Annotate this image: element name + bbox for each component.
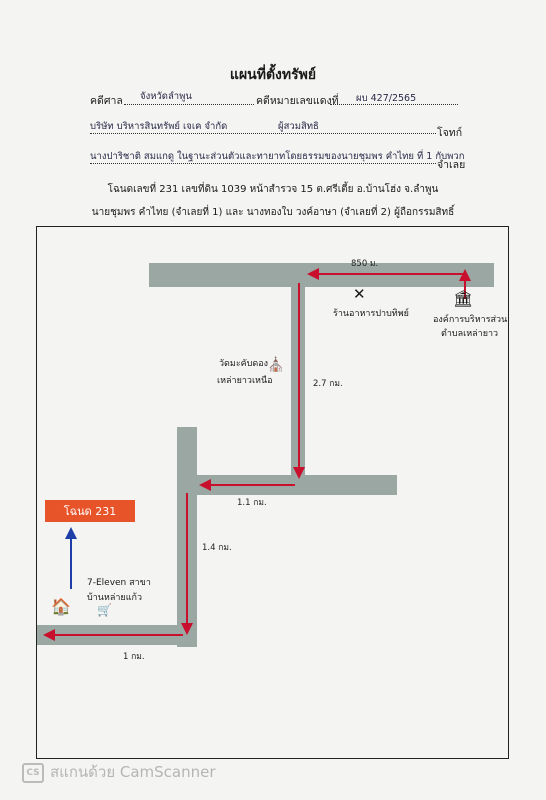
defendant-value: นางปาริชาติ สมแกดู ในฐานะส่วนตัวและทายาทโดยธรรมของนายชุมพร คำไทย ที่ 1 กับพวก — [90, 151, 465, 162]
route-overlay — [37, 227, 508, 758]
house-icon: 🏠 — [51, 597, 71, 616]
watermark-text: สแกนด้วย CamScanner — [50, 763, 216, 781]
temple-icon: ⛪ — [267, 357, 285, 373]
court-label: คดีศาล — [90, 95, 123, 107]
defendant-role: จำเลย — [437, 159, 466, 171]
landmark-label: องค์การบริหารส่วน — [433, 315, 508, 325]
owners-description: นายชุมพร คำไทย (จำเลยที่ 1) และ นางทองใบ วงค์อาษา (จำเลยที่ 2) ผู้ถือกรรมสิทธิ์ — [91, 207, 455, 218]
distance-label: 2.7 กม. — [313, 379, 343, 389]
landmark-label: ร้านอาหารปาบทิพย์ — [333, 309, 409, 319]
dotted-line — [90, 133, 436, 134]
camscanner-logo: CS — [22, 763, 44, 783]
landmark-label: บ้านหล่ายแก้ว — [87, 593, 142, 603]
dotted-line — [124, 104, 254, 105]
plaintiff-role: โจทก์ — [437, 127, 463, 139]
case-number-value: ผบ 427/2565 — [356, 93, 417, 104]
case-number-label: คดีหมายเลขแดงที่ — [256, 95, 339, 107]
dotted-line — [90, 163, 436, 164]
court-value: จังหวัดลำพูน — [140, 91, 192, 102]
landmark-label: ตำบลเหล่ายาว — [441, 329, 499, 339]
shopping-cart-icon: 🛒 — [97, 603, 112, 617]
deed-description: โฉนดเลขที่ 231 เลขที่ดิน 1039 หน้าสำรวจ 15 ต.ศรีเตี้ย อ.บ้านโฮ่ง จ.ลำพูน — [107, 184, 439, 195]
location-map — [36, 226, 509, 759]
camscanner-watermark — [22, 760, 216, 784]
government-office-icon: 🏛 — [453, 289, 474, 308]
restaurant-icon: ✕ — [353, 285, 366, 303]
landmark-label: เหล่ายาวเหนือ — [217, 376, 273, 386]
distance-label: 1.4 กม. — [202, 543, 232, 553]
assignee-value: ผู้สวมสิทธิ — [278, 121, 319, 132]
distance-label: 850 ม. — [351, 259, 379, 269]
distance-label: 1 กม. — [123, 652, 145, 662]
landmark-label: 7-Eleven สาขา — [87, 578, 151, 588]
landmark-label: วัดมะคับดอง — [219, 359, 269, 369]
page-title: แผนที่ตั้งทรัพย์ — [229, 67, 317, 83]
plaintiff-value: บริษัท บริหารสินทรัพย์ เจเค จำกัด — [90, 121, 228, 132]
distance-label: 1.1 กม. — [237, 498, 267, 508]
deed-badge: โฉนด 231 — [45, 500, 135, 522]
